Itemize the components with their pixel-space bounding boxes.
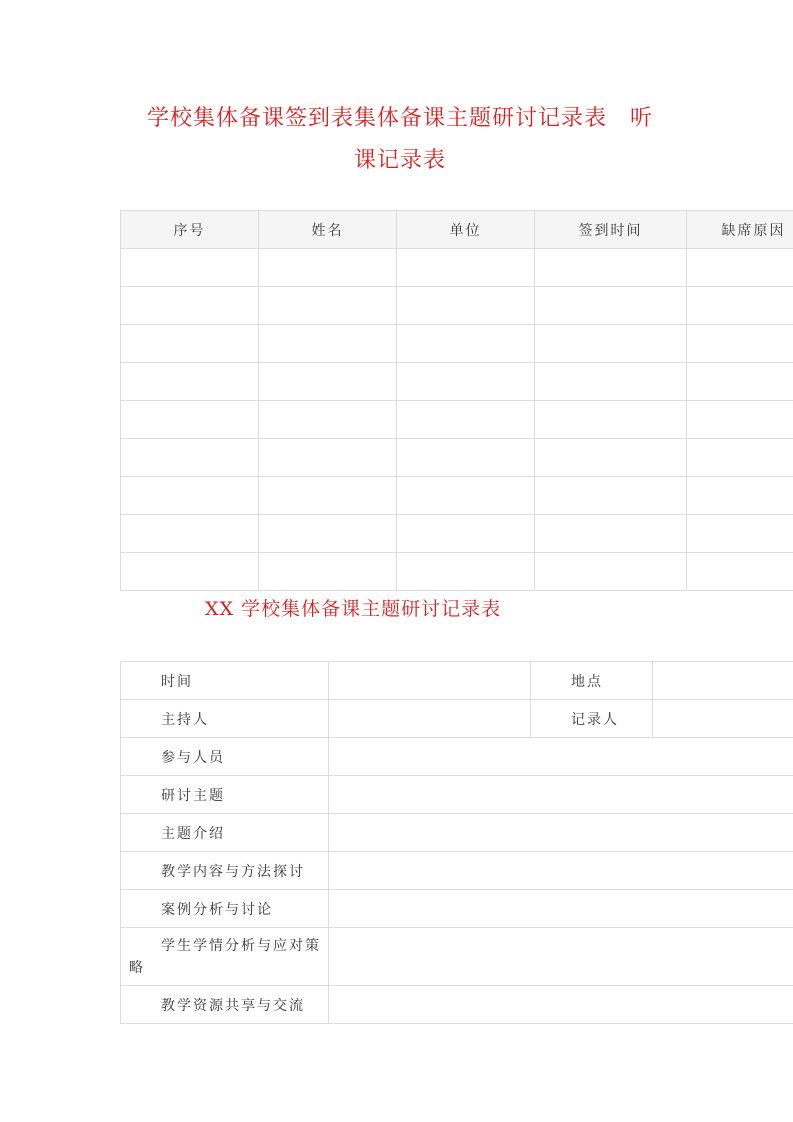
signin-cell[interactable] [397,477,535,515]
record-table [120,661,793,1024]
signin-cell[interactable] [121,477,259,515]
participants-label: 参与人员 [121,738,329,776]
host-label: 主持人 [121,700,329,738]
document-title [120,98,680,182]
signin-cell[interactable] [259,249,397,287]
resource-sharing-value-cell[interactable] [329,986,793,1024]
header-cell-index: 序号 [121,211,259,249]
topic-value-cell[interactable] [329,776,793,814]
signin-cell[interactable] [121,363,259,401]
time-value-cell[interactable] [329,662,531,700]
signin-cell[interactable] [397,515,535,553]
signin-cell[interactable] [535,287,687,325]
record-row [121,776,793,814]
signin-row [121,515,793,553]
student-analysis-label-part1: 学生学情分析与应对策 [161,937,321,954]
case-analysis-value-cell[interactable] [329,890,793,928]
content-method-value-cell[interactable] [329,852,793,890]
signin-cell[interactable] [259,439,397,477]
header-cell-unit: 单位 [397,211,535,249]
record-row-host-recorder [121,700,793,738]
header-cell-absence-reason: 缺席原因 [687,211,793,249]
signin-cell[interactable] [397,249,535,287]
signin-row [121,553,793,591]
recorder-value-cell[interactable] [653,700,793,738]
signin-cell[interactable] [687,477,793,515]
record-row [121,738,793,776]
signin-cell[interactable] [121,325,259,363]
signin-row [121,363,793,401]
signin-row [121,249,793,287]
topic-intro-value-cell[interactable] [329,814,793,852]
signin-cell[interactable] [397,287,535,325]
student-analysis-label [121,928,329,986]
signin-cell[interactable] [687,363,793,401]
signin-row [121,325,793,363]
signin-row [121,287,793,325]
header-cell-name: 姓名 [259,211,397,249]
record-row [121,814,793,852]
topic-label: 研讨主题 [121,776,329,814]
signin-cell[interactable] [397,363,535,401]
signin-cell[interactable] [397,553,535,591]
signin-row [121,401,793,439]
topic-intro-label: 主题介绍 [121,814,329,852]
signin-table [120,210,793,591]
signin-cell[interactable] [397,401,535,439]
signin-cell[interactable] [687,553,793,591]
signin-cell[interactable] [121,439,259,477]
signin-cell[interactable] [259,553,397,591]
resource-sharing-label: 教学资源共享与交流 [121,986,329,1024]
header-cell-signin-time: 签到时间 [535,211,687,249]
record-row [121,852,793,890]
host-value-cell[interactable] [329,700,531,738]
student-analysis-label-part2: 略 [129,959,145,976]
signin-cell[interactable] [535,439,687,477]
student-analysis-value-cell[interactable] [329,928,793,986]
signin-cell[interactable] [259,287,397,325]
record-row [121,890,793,928]
signin-row [121,477,793,515]
signin-cell[interactable] [687,249,793,287]
signin-cell[interactable] [535,363,687,401]
signin-header-row [121,211,793,249]
record-row [121,928,793,986]
record-section-title: XX 学校集体备课主题研讨记录表 [205,598,502,620]
time-label: 时间 [121,662,329,700]
case-analysis-label: 案例分析与讨论 [121,890,329,928]
recorder-label: 记录人 [531,700,653,738]
signin-row [121,439,793,477]
signin-cell[interactable] [535,249,687,287]
signin-cell[interactable] [535,515,687,553]
participants-value-cell[interactable] [329,738,793,776]
signin-cell[interactable] [687,325,793,363]
place-label: 地点 [531,662,653,700]
signin-cell[interactable] [535,325,687,363]
signin-cell[interactable] [121,249,259,287]
title-line-2: 课记录表 [353,148,446,173]
signin-cell[interactable] [259,325,397,363]
signin-cell[interactable] [535,553,687,591]
record-row [121,986,793,1024]
signin-cell[interactable] [121,515,259,553]
signin-cell[interactable] [397,325,535,363]
signin-cell[interactable] [397,439,535,477]
signin-cell[interactable] [121,287,259,325]
signin-cell[interactable] [259,401,397,439]
content-method-label: 教学内容与方法探讨 [121,852,329,890]
signin-cell[interactable] [535,401,687,439]
signin-cell[interactable] [259,363,397,401]
signin-cell[interactable] [121,401,259,439]
place-value-cell[interactable] [653,662,793,700]
title-line-1: 学校集体备课签到表集体备课主题研讨记录表 听 [146,106,653,131]
signin-cell[interactable] [687,287,793,325]
signin-cell[interactable] [535,477,687,515]
record-row-time-place [121,662,793,700]
signin-cell[interactable] [259,477,397,515]
signin-cell[interactable] [259,515,397,553]
signin-cell[interactable] [121,553,259,591]
signin-cell[interactable] [687,515,793,553]
signin-cell[interactable] [687,439,793,477]
signin-cell[interactable] [687,401,793,439]
